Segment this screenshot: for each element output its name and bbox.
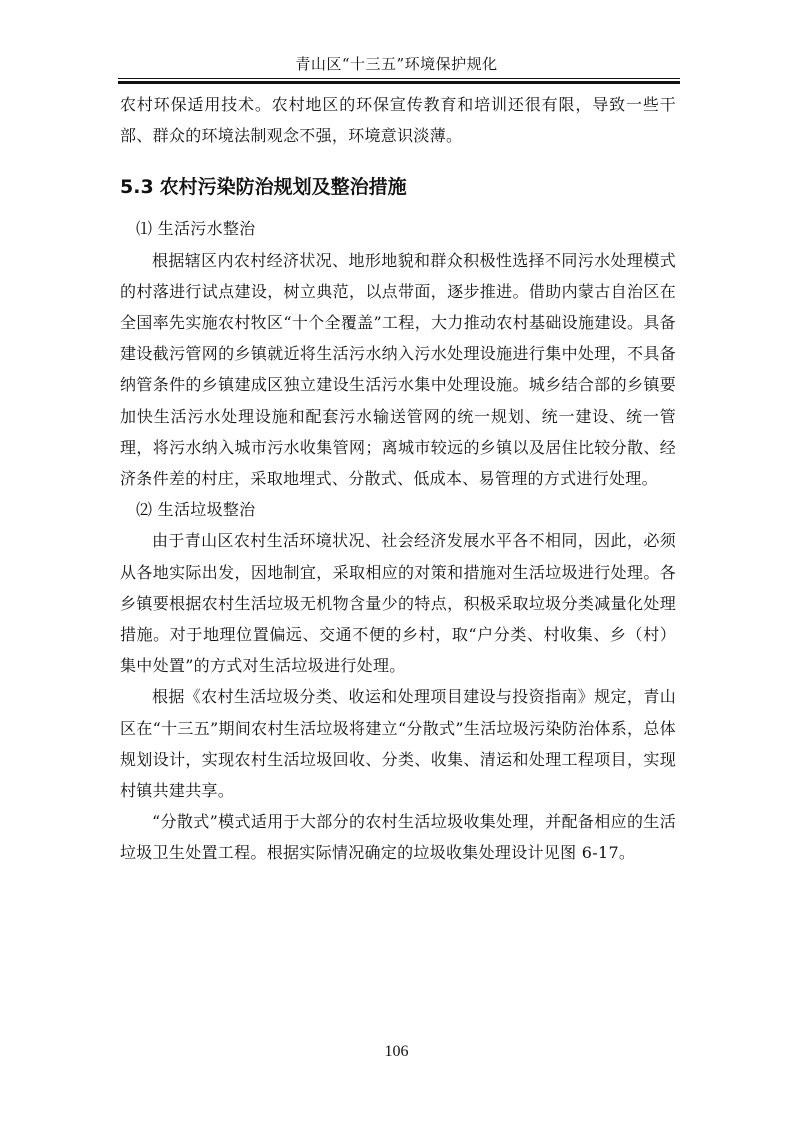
page-body <box>120 89 676 869</box>
section-number: 5.3 <box>120 176 154 199</box>
header-rule-thick <box>118 81 680 84</box>
subsection-title-garbage: ⑵ 生活垃圾整治 <box>136 500 256 520</box>
garbage-paragraph-2: 根据《农村生活垃圾分类、收运和处理项目建设与投资指南》规定，青山区在“十三五”期间农村生活垃圾将建立“分散式”生活垃圾污染防治体系，总体规划设计，实现农村生活垃圾回收、分类、收集、清运和处理工程项目，实现村镇共建共享。 <box>120 687 676 801</box>
sewage-paragraph: 根据辖区内农村经济状况、地形地貌和群众积极性选择不同污水处理模式的村落进行试点建设，树立典范，以点带面，逐步推进。借助内蒙古自治区在全国率先实施农村牧区“十个全覆盖”工程，大力推动农村基础设施建设。具备建设截污管网的乡镇就近将生活污水纳入污水处理设施进行集中处理，不具备纳管条件的乡镇建成区独立建设生活污水集中处理设施。城乡结合部的乡镇要加快生活污水处理设施和配套污水输送管网的统一规划、统一建设、统一管理，将污水纳入城市污水收集管网；离城市较远的乡镇以及居住比较分散、经济条件差的村庄，采取地埋式、分散式、低成本、易管理的方式进行处理。 <box>120 250 676 489</box>
intro-paragraph: 农村环保适用技术。农村地区的环保宣传教育和培训还很有限，导致一些干部、群众的环境法制观念不强，环境意识淡薄。 <box>120 95 676 146</box>
garbage-paragraph-1: 由于青山区农村生活环境状况、社会经济发展水平各不相同，因此，必须从各地实际出发，因地制宜，采取相应的对策和措施对生活垃圾进行处理。各乡镇要根据农村生活垃圾无机物含量少的特点，积极采取垃圾分类减量化处理措施。对于地理位置偏远、交通不便的乡村，取“户分类、村收集、乡（村）集中处置”的方式对生活垃圾进行处理。 <box>120 531 676 676</box>
subsection-title-sewage: ⑴ 生活污水整治 <box>136 219 256 239</box>
section-heading <box>120 173 676 201</box>
section-title: 农村污染防治规划及整治措施 <box>159 176 407 199</box>
page-header-title: 青山区“十三五”环境保护规化 <box>295 55 498 73</box>
garbage-paragraph-3: “分散式”模式适用于大部分的农村生活垃圾收集处理，并配备相应的生活垃圾卫生处置工程。根据实际情况确定的垃圾收集处理设计见图 6-17。 <box>120 812 676 863</box>
page-number: 106 <box>384 1043 409 1060</box>
header-rule-thin <box>118 78 680 79</box>
